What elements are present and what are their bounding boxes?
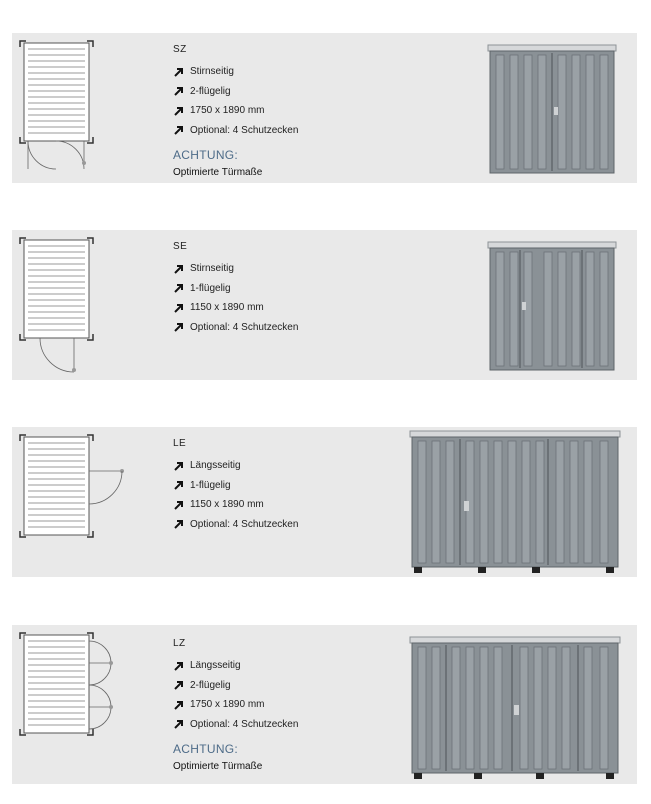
feature-label: 1750 x 1890 mm <box>190 105 265 117</box>
container-photo-lz <box>408 635 622 783</box>
feature-label: 1-flügelig <box>190 282 231 294</box>
floor-plan-le <box>12 427 137 577</box>
arrow-up-right-icon <box>173 479 185 491</box>
product-card-le[interactable] <box>12 427 637 577</box>
feature-label: Längsseitig <box>190 660 241 672</box>
feature-item <box>173 656 298 676</box>
feature-label: Optional: 4 Schutzecken <box>190 718 299 730</box>
model-code: SZ <box>173 44 187 55</box>
product-card-lz[interactable] <box>12 625 637 784</box>
warning-heading: ACHTUNG: <box>173 148 239 162</box>
arrow-up-right-icon <box>173 699 185 711</box>
feature-label: Optional: 4 Schutzecken <box>190 124 299 136</box>
feature-item <box>173 476 298 496</box>
feature-item <box>173 121 298 141</box>
feature-item <box>173 101 298 121</box>
product-card-se[interactable] <box>12 230 637 380</box>
arrow-up-right-icon <box>173 282 185 294</box>
warning-note: Optimierte Türmaße <box>173 761 263 772</box>
warning-note: Optimierte Türmaße <box>173 167 263 178</box>
warning-heading: ACHTUNG: <box>173 742 239 756</box>
arrow-up-right-icon <box>173 263 185 275</box>
feature-item <box>173 515 298 535</box>
arrow-up-right-icon <box>173 105 185 117</box>
feature-item <box>173 318 298 338</box>
feature-item <box>173 695 298 715</box>
feature-item <box>173 82 298 102</box>
feature-item <box>173 62 298 82</box>
floor-plan-sz <box>12 33 132 183</box>
feature-label: 1150 x 1890 mm <box>190 302 264 314</box>
feature-label: 2-flügelig <box>190 679 231 691</box>
model-code: LZ <box>173 638 186 649</box>
feature-label: 2-flügelig <box>190 85 231 97</box>
feature-label: Längsseitig <box>190 460 241 472</box>
feature-item <box>173 279 298 299</box>
arrow-up-right-icon <box>173 85 185 97</box>
arrow-up-right-icon <box>173 321 185 333</box>
arrow-up-right-icon <box>173 518 185 530</box>
arrow-up-right-icon <box>173 302 185 314</box>
feature-item <box>173 715 298 735</box>
feature-label: 1-flügelig <box>190 479 231 491</box>
container-photo-sz <box>486 43 618 175</box>
model-code: SE <box>173 241 188 252</box>
feature-label: Stirnseitig <box>190 66 234 78</box>
container-photo-le <box>408 429 622 577</box>
container-photo-se <box>486 240 618 372</box>
feature-item <box>173 456 298 476</box>
floor-plan-se <box>12 230 132 380</box>
arrow-up-right-icon <box>173 460 185 472</box>
feature-label: Optional: 4 Schutzecken <box>190 518 299 530</box>
arrow-up-right-icon <box>173 679 185 691</box>
model-code: LE <box>173 438 187 449</box>
floor-plan-lz <box>12 625 137 775</box>
feature-item <box>173 676 298 696</box>
arrow-up-right-icon <box>173 718 185 730</box>
feature-item <box>173 298 298 318</box>
arrow-up-right-icon <box>173 66 185 78</box>
arrow-up-right-icon <box>173 660 185 672</box>
product-card-sz[interactable] <box>12 33 637 183</box>
feature-label: Optional: 4 Schutzecken <box>190 321 299 333</box>
feature-item <box>173 259 298 279</box>
arrow-up-right-icon <box>173 499 185 511</box>
feature-label: 1750 x 1890 mm <box>190 699 265 711</box>
arrow-up-right-icon <box>173 124 185 136</box>
feature-item <box>173 495 298 515</box>
feature-label: 1150 x 1890 mm <box>190 499 264 511</box>
feature-label: Stirnseitig <box>190 263 234 275</box>
